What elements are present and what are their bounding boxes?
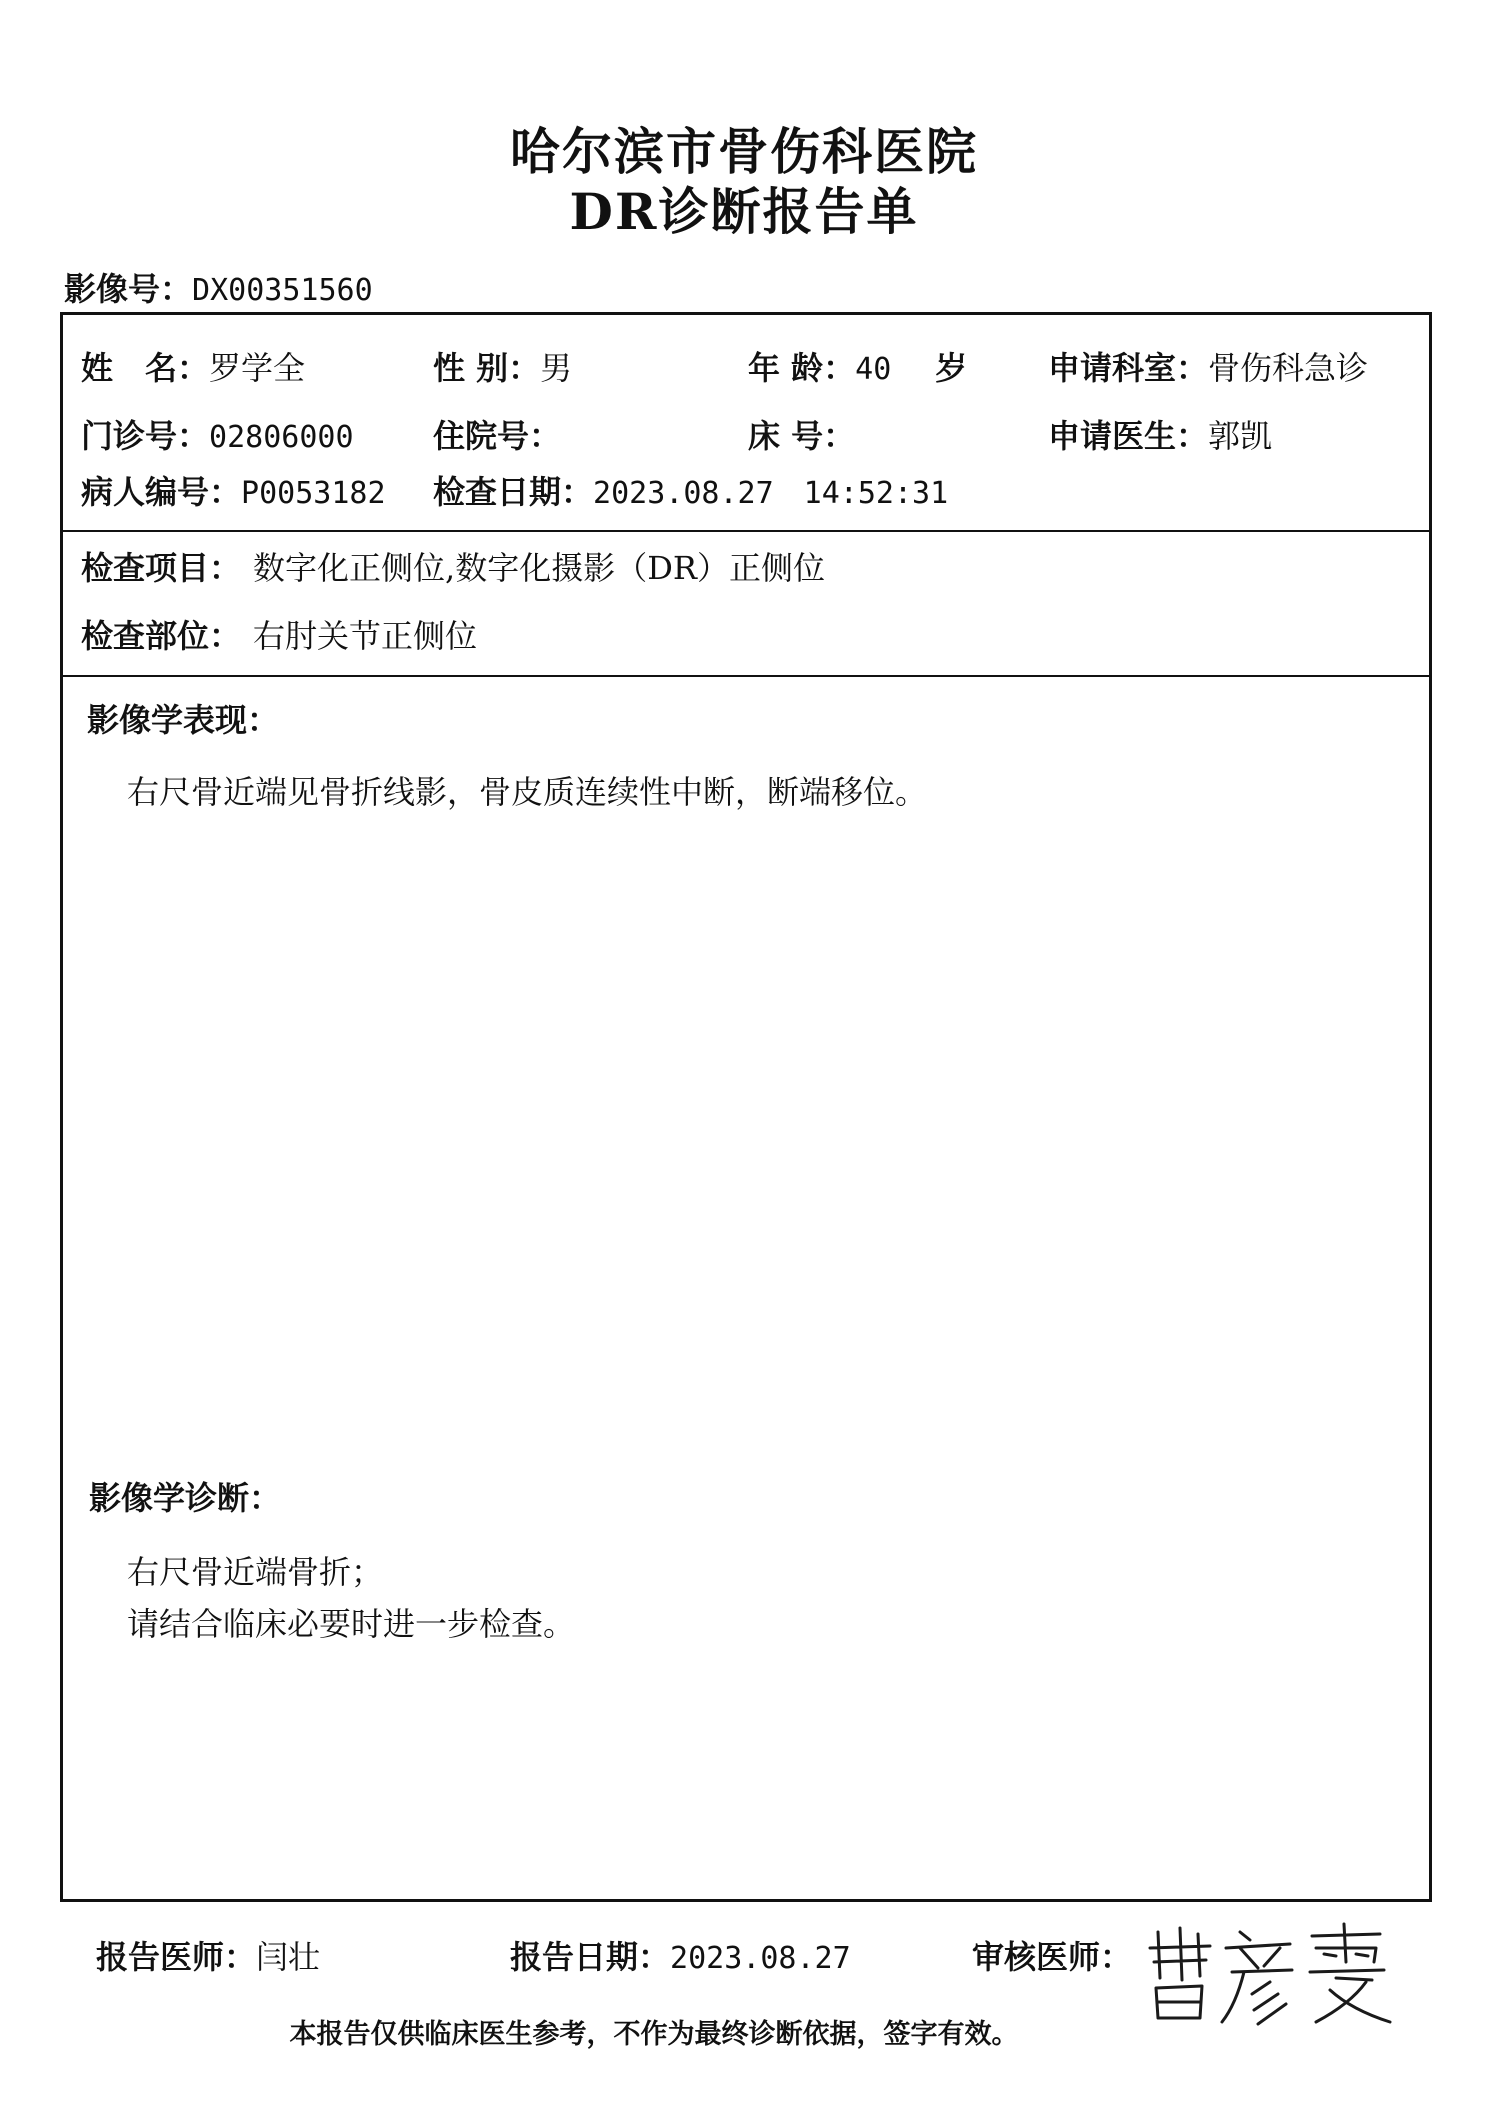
exam-item-value: 数字化正侧位,数字化摄影（DR）正侧位: [253, 549, 825, 587]
patient-name-label: 姓 名：: [81, 349, 210, 387]
patient-name-value: 罗学全: [209, 349, 306, 387]
inpatient-number: [433, 411, 561, 457]
patient-number-value: P0053182: [241, 476, 386, 511]
findings-text: 右尺骨近端见骨折线影，骨皮质连续性中断，断端移位。: [127, 773, 928, 811]
findings-label-text: 影像学表现：: [87, 701, 280, 739]
exam-part: [81, 611, 477, 657]
exam-part-value: 右肘关节正侧位: [253, 617, 478, 655]
diagnosis-line-2: 请结合临床必要时进一步检查。: [127, 1605, 576, 1643]
diagnosis-label-text: 影像学诊断：: [89, 1479, 282, 1517]
request-doctor-label: 申请医生：: [1048, 417, 1209, 455]
reporting-doctor-value: 闫壮: [256, 1938, 321, 1976]
patient-age: [748, 343, 967, 389]
bed-label: 床 号：: [748, 417, 856, 455]
report-title: DR诊断报告单: [569, 182, 919, 241]
disclaimer: 本报告仅供临床医生参考，不作为最终诊断依据，签字有效。: [289, 2019, 1019, 2050]
age-value: 40: [855, 352, 892, 387]
report-date-label: 报告日期：: [510, 1938, 671, 1976]
diagnosis-line-1: 右尺骨近端骨折；: [127, 1553, 384, 1591]
report-date-value: 2023.08.27: [670, 1941, 851, 1976]
reviewing-doctor-label: 审核医师：: [972, 1938, 1133, 1976]
outpatient-label: 门诊号：: [81, 417, 210, 455]
age-unit: 岁: [935, 349, 968, 387]
request-doctor-value: 郭凯: [1208, 417, 1273, 455]
age-label: 年 龄：: [748, 349, 856, 387]
patient-gender: [433, 343, 572, 389]
request-doctor: [1048, 411, 1272, 457]
hospital-name: 哈尔滨市骨伤科医院: [510, 122, 978, 181]
patient-number-label: 病人编号：: [81, 473, 242, 511]
request-department: [1048, 343, 1368, 389]
department-value: 骨伤科急诊: [1208, 349, 1369, 387]
findings-label: [87, 695, 279, 741]
exam-time-value: 14:52:31: [803, 476, 949, 511]
exam-part-label: 检查部位：: [81, 617, 242, 655]
gender-label: 性 别：: [433, 349, 541, 387]
patient-name: [81, 343, 305, 389]
outpatient-number: [81, 411, 354, 457]
report-box: [60, 312, 1432, 1902]
reporting-doctor: [96, 1932, 320, 1978]
outpatient-value: 02806000: [209, 420, 354, 455]
patient-number: [81, 467, 386, 513]
bed-number: [748, 411, 855, 457]
image-number-value: DX00351560: [192, 273, 373, 308]
exam-date: [433, 467, 948, 513]
diagnosis-label: [89, 1473, 281, 1519]
inpatient-label: 住院号：: [433, 417, 562, 455]
divider: [63, 530, 1429, 532]
gender-value: 男: [540, 349, 573, 387]
exam-date-value: 2023.08.27: [593, 476, 774, 511]
exam-date-label: 检查日期：: [433, 473, 594, 511]
report-date: [510, 1932, 851, 1978]
reviewing-doctor: [972, 1932, 1132, 1978]
reporting-doctor-label: 报告医师：: [96, 1938, 257, 1976]
image-number: [64, 264, 373, 310]
department-label: 申请科室：: [1048, 349, 1209, 387]
exam-item: [81, 543, 825, 589]
image-number-label: 影像号：: [64, 270, 193, 308]
exam-item-label: 检查项目：: [81, 549, 242, 587]
divider: [63, 675, 1429, 677]
